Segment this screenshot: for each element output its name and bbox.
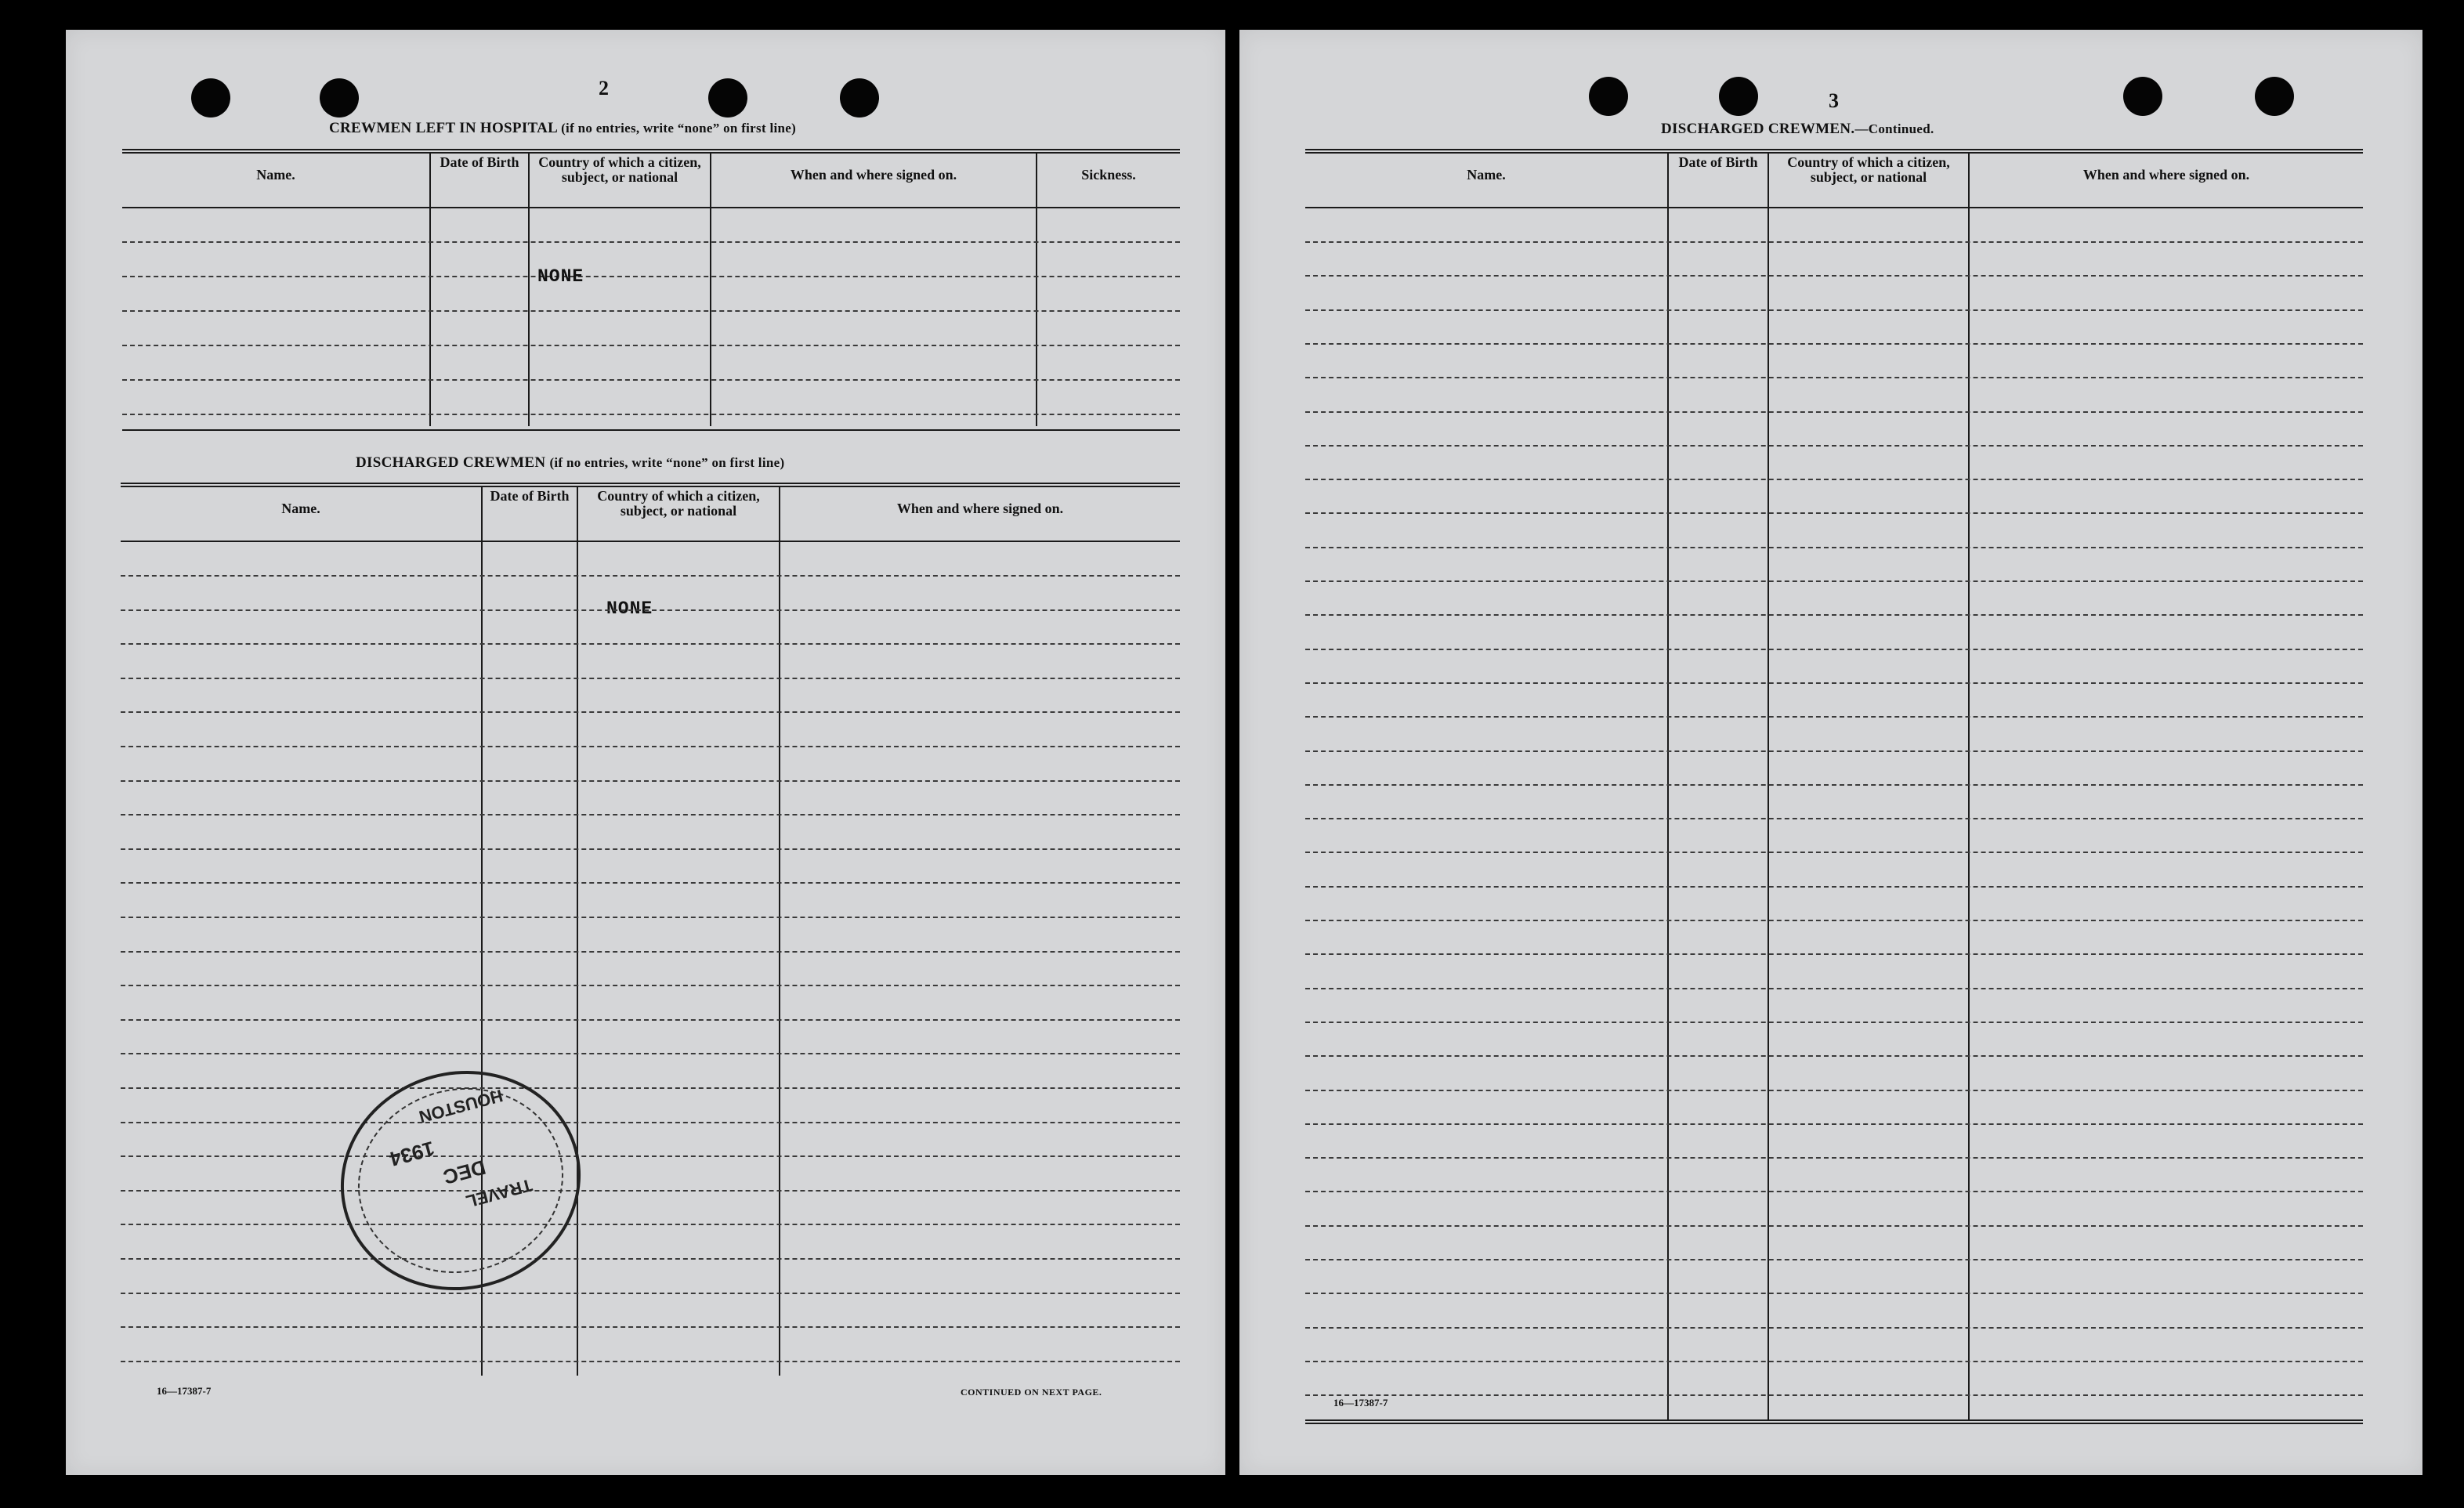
- column-header-when-where-signed: When and where signed on.: [2082, 167, 2250, 183]
- hospital-section-title: CREWMEN LEFT IN HOSPITAL (if no entries, write “none” on first line): [329, 120, 797, 136]
- column-header-name: Name.: [1467, 167, 1506, 183]
- discharged-table: [121, 483, 1180, 1415]
- column-header-date-of-birth: Date of Birth: [1678, 154, 1758, 170]
- column-header-name: Name.: [256, 167, 295, 183]
- ruled-line: [1305, 886, 2363, 888]
- ruled-line: [1305, 852, 2363, 853]
- ruled-line: [1305, 1090, 2363, 1091]
- ruled-line: [121, 985, 1180, 986]
- ruled-line: [1305, 512, 2363, 514]
- hospital-entry: NONE: [537, 266, 584, 287]
- ruled-line: [121, 1053, 1180, 1054]
- ruled-line: [1305, 953, 2363, 955]
- column-header-date-of-birth: Date of Birth: [490, 488, 570, 504]
- ruled-line: [1305, 1293, 2363, 1294]
- column-header-country: Country of which a citizen, subject, or national: [597, 488, 760, 519]
- ruled-line: [121, 609, 1180, 611]
- discharged-section-subtitle: (if no entries, write “none” on first line): [549, 455, 785, 470]
- page-number: 3: [1829, 89, 1839, 112]
- discharged-entry: NONE: [606, 598, 653, 619]
- ruled-line: [1305, 445, 2363, 447]
- ruled-line: [1305, 920, 2363, 921]
- ruled-line: [121, 575, 1180, 577]
- ruled-line: [121, 643, 1180, 645]
- ruled-line: [1305, 716, 2363, 718]
- ruled-line: [121, 1326, 1180, 1328]
- ruled-line: [121, 1258, 1180, 1260]
- ruled-line: [1305, 818, 2363, 819]
- page-number: 2: [599, 77, 609, 99]
- ruled-line: [1305, 1123, 2363, 1125]
- binder-hole: [191, 78, 230, 118]
- ruled-line: [121, 1224, 1180, 1225]
- form-number: 16—17387-7: [157, 1385, 212, 1397]
- binder-hole: [2255, 77, 2294, 116]
- ruled-line: [1305, 1394, 2363, 1396]
- ruled-line: [121, 1122, 1180, 1123]
- stamp-text: HOUSTON: [417, 1085, 505, 1127]
- ruled-line: [121, 1361, 1180, 1362]
- ruled-line: [1305, 614, 2363, 616]
- discharged-continued-title: DISCHARGED CREWMEN.—Continued.: [1661, 121, 1934, 137]
- ruled-line: [121, 1190, 1180, 1192]
- ruled-line: [121, 678, 1180, 679]
- ruled-line: [1305, 988, 2363, 989]
- binder-hole: [2123, 77, 2162, 116]
- ruled-line: [1305, 479, 2363, 480]
- stamp-text: DEC: [440, 1155, 489, 1189]
- column-header-country: Country of which a citizen, subject, or national: [1787, 154, 1950, 185]
- ruled-line: [1305, 1022, 2363, 1023]
- ruled-line: [121, 848, 1180, 850]
- ruled-line: [1305, 1259, 2363, 1260]
- discharged-section-title: DISCHARGED CREWMEN (if no entries, write “none” on first line): [356, 454, 785, 471]
- stamp-text: TRAVEL: [464, 1175, 535, 1212]
- ruled-line: [121, 1293, 1180, 1294]
- ruled-line: [1305, 1225, 2363, 1227]
- ruled-line: [1305, 1055, 2363, 1057]
- ruled-line: [1305, 649, 2363, 650]
- ruled-line: [1305, 1157, 2363, 1159]
- discharged-continued-table: [1305, 149, 2363, 1434]
- column-header-when-where-signed: When and where signed on.: [790, 167, 957, 183]
- ruled-line: [121, 1155, 1180, 1157]
- ruled-line: [121, 1087, 1180, 1089]
- ruled-line: [1305, 241, 2363, 243]
- form-number: 16—17387-7: [1333, 1397, 1388, 1409]
- column-header-sickness: Sickness.: [1081, 167, 1136, 183]
- ruled-line: [121, 780, 1180, 782]
- ruled-line: [1305, 343, 2363, 345]
- stamp-text: 1934: [387, 1136, 437, 1171]
- ruled-line: [1305, 682, 2363, 684]
- continued-note: CONTINUED ON NEXT PAGE.: [961, 1387, 1102, 1398]
- ruled-line: [121, 1019, 1180, 1021]
- binder-hole: [840, 78, 879, 118]
- right-page: [1239, 30, 2422, 1475]
- ruled-line: [1305, 1327, 2363, 1329]
- ruled-line: [1305, 309, 2363, 311]
- ruled-line: [1305, 750, 2363, 752]
- binder-hole: [320, 78, 359, 118]
- column-header-country: Country of which a citizen, subject, or national: [538, 154, 701, 185]
- ruled-line: [1305, 547, 2363, 548]
- hospital-section-subtitle: (if no entries, write “none” on first line): [561, 121, 797, 136]
- column-header-date-of-birth: Date of Birth: [440, 154, 519, 170]
- column-header-name: Name.: [281, 501, 320, 516]
- ruled-line: [121, 882, 1180, 884]
- column-header-when-where-signed: When and where signed on.: [896, 501, 1064, 516]
- ruled-line: [1305, 275, 2363, 277]
- ruled-line: [1305, 580, 2363, 582]
- ruled-line: [1305, 784, 2363, 786]
- binder-hole: [1719, 77, 1758, 116]
- ruled-line: [121, 711, 1180, 713]
- ruled-line: [1305, 1191, 2363, 1192]
- binder-hole: [1589, 77, 1628, 116]
- ruled-line: [121, 917, 1180, 918]
- ruled-line: [1305, 377, 2363, 378]
- ruled-line: [121, 746, 1180, 747]
- ruled-line: [121, 951, 1180, 953]
- binder-hole: [708, 78, 747, 118]
- hospital-table: [122, 149, 1180, 462]
- ruled-line: [121, 814, 1180, 815]
- left-page: [66, 30, 1225, 1475]
- ruled-line: [1305, 411, 2363, 413]
- ruled-line: [1305, 1361, 2363, 1362]
